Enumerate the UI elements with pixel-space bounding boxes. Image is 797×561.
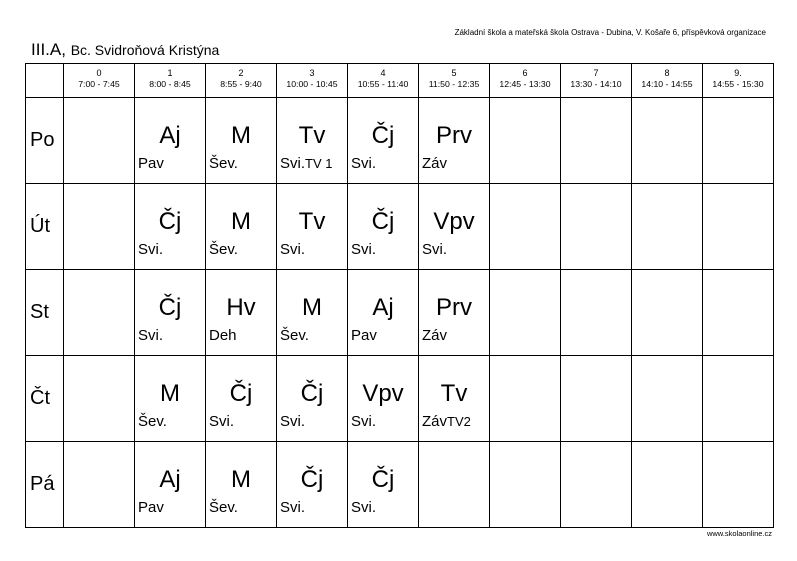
period-time: 10:00 - 10:45 <box>286 79 338 89</box>
school-name: Základní škola a mateřská škola Ostrava - Dubina, V. Košaře 6, příspěvková organizace <box>454 28 766 37</box>
lesson-cell <box>135 356 206 442</box>
lesson-teacher-line <box>209 155 238 172</box>
lesson-cell <box>206 184 277 270</box>
lesson-cell <box>277 184 348 270</box>
lesson-cell <box>135 442 206 528</box>
period-number: 9. <box>734 68 742 78</box>
lesson-group: TV2 <box>447 414 471 429</box>
lesson-subject: Čj <box>158 208 182 235</box>
empty-lesson-cell <box>632 98 703 184</box>
lesson-teacher-line <box>280 155 332 172</box>
lesson-teacher: Deh <box>209 327 237 344</box>
empty-lesson-cell <box>64 270 135 356</box>
lesson-teacher: Šev. <box>209 155 238 172</box>
lesson-teacher: Svi. <box>351 413 377 430</box>
class-name: III.A <box>31 40 62 59</box>
day-label: St <box>26 270 64 356</box>
lesson-cell <box>348 98 419 184</box>
lesson-subject: Tv <box>298 122 326 149</box>
lesson-subject: Aj <box>159 466 181 493</box>
day-label: Pá <box>26 442 64 528</box>
lesson-subject: Čj <box>371 122 395 149</box>
period-header <box>490 64 561 98</box>
lesson-teacher-line <box>422 327 447 344</box>
lesson-teacher: Šev. <box>280 327 309 344</box>
lesson-teacher-line <box>209 413 234 430</box>
lesson-teacher-line <box>209 327 237 344</box>
lesson-teacher-line <box>422 241 447 258</box>
footer-link[interactable]: www.skolaonline.cz <box>706 529 772 538</box>
period-header <box>703 64 774 98</box>
period-header <box>419 64 490 98</box>
lesson-subject: Vpv <box>362 380 404 407</box>
lesson-teacher: Svi. <box>351 155 377 172</box>
lesson-teacher: Svi. <box>280 241 306 258</box>
empty-lesson-cell <box>703 184 774 270</box>
lesson-cell <box>419 184 490 270</box>
period-number: 6 <box>522 68 528 78</box>
empty-lesson-cell <box>490 442 561 528</box>
lesson-teacher: Záv <box>422 327 448 344</box>
lesson-subject: M <box>160 380 180 407</box>
lesson-teacher-line <box>351 499 376 516</box>
lesson-teacher: Šev. <box>138 413 167 430</box>
empty-lesson-cell <box>64 442 135 528</box>
lesson-teacher-line <box>138 155 164 172</box>
period-number: 2 <box>238 68 244 78</box>
lesson-cell <box>348 356 419 442</box>
lesson-teacher: Šev. <box>209 241 238 258</box>
lesson-subject: Čj <box>371 466 395 493</box>
empty-lesson-cell <box>490 356 561 442</box>
period-time: 8:00 - 8:45 <box>149 79 191 89</box>
lesson-cell <box>206 356 277 442</box>
period-number: 8 <box>664 68 670 78</box>
period-header <box>632 64 703 98</box>
lesson-teacher-line <box>422 413 471 430</box>
lesson-teacher-line <box>351 327 377 344</box>
empty-lesson-cell <box>561 442 632 528</box>
lesson-cell <box>277 270 348 356</box>
lesson-subject: Vpv <box>433 208 475 235</box>
empty-lesson-cell <box>632 270 703 356</box>
lesson-cell <box>348 442 419 528</box>
empty-lesson-cell <box>561 184 632 270</box>
lesson-cell <box>206 98 277 184</box>
period-number: 5 <box>451 68 457 78</box>
corner-cell <box>26 64 64 98</box>
period-header <box>277 64 348 98</box>
lesson-teacher-line <box>280 499 305 516</box>
day-row <box>26 184 774 270</box>
lesson-teacher: Šev. <box>209 499 238 516</box>
empty-lesson-cell <box>632 356 703 442</box>
lesson-subject: Čj <box>158 294 182 321</box>
period-time: 12:45 - 13:30 <box>499 79 551 89</box>
empty-lesson-cell <box>419 442 490 528</box>
lesson-cell <box>277 98 348 184</box>
lesson-cell <box>277 356 348 442</box>
lesson-teacher: Záv <box>422 155 448 172</box>
period-number: 7 <box>593 68 599 78</box>
period-header <box>206 64 277 98</box>
lesson-cell <box>419 270 490 356</box>
lesson-teacher-line <box>138 413 167 430</box>
empty-lesson-cell <box>490 98 561 184</box>
empty-lesson-cell <box>490 184 561 270</box>
period-header-row <box>26 64 774 98</box>
lesson-subject: Tv <box>298 208 326 235</box>
lesson-cell <box>419 98 490 184</box>
lesson-teacher: Svi. <box>209 413 235 430</box>
lesson-teacher: Pav <box>138 499 164 516</box>
lesson-teacher-line <box>351 155 376 172</box>
period-number: 4 <box>380 68 386 78</box>
lesson-teacher: Svi. <box>351 499 377 516</box>
empty-lesson-cell <box>632 184 703 270</box>
lesson-cell <box>206 442 277 528</box>
lesson-subject: Tv <box>440 380 468 407</box>
empty-lesson-cell <box>561 356 632 442</box>
empty-lesson-cell <box>703 98 774 184</box>
lesson-cell <box>419 356 490 442</box>
lesson-teacher-line <box>138 499 164 516</box>
period-number: 1 <box>167 68 173 78</box>
lesson-teacher-line <box>138 241 163 258</box>
lesson-teacher: Svi. <box>280 413 306 430</box>
lesson-teacher: Pav <box>138 155 164 172</box>
period-number: 0 <box>96 68 102 78</box>
lesson-subject: Hv <box>226 294 256 321</box>
empty-lesson-cell <box>703 356 774 442</box>
lesson-teacher-line <box>280 327 309 344</box>
lesson-subject: Aj <box>159 122 181 149</box>
lesson-teacher-line <box>351 241 376 258</box>
lesson-teacher: Svi. <box>138 241 164 258</box>
period-time: 13:30 - 14:10 <box>570 79 622 89</box>
lesson-subject: Aj <box>372 294 394 321</box>
empty-lesson-cell <box>64 98 135 184</box>
lesson-teacher: Svi. <box>422 241 448 258</box>
empty-lesson-cell <box>703 270 774 356</box>
page-title: III.A, Bc. Svidroňová Kristýna <box>31 40 220 59</box>
lesson-cell <box>135 184 206 270</box>
class-teacher: Bc. Svidroňová Kristýna <box>70 42 220 58</box>
period-time: 10:55 - 11:40 <box>357 79 409 89</box>
lesson-cell <box>135 270 206 356</box>
lesson-teacher-line <box>351 413 376 430</box>
period-time: 11:50 - 12:35 <box>428 79 480 89</box>
lesson-teacher: Svi. <box>351 241 377 258</box>
lesson-subject: Čj <box>300 466 324 493</box>
day-label: Út <box>26 184 64 270</box>
lesson-teacher-line <box>280 241 305 258</box>
empty-lesson-cell <box>561 270 632 356</box>
period-header <box>135 64 206 98</box>
lesson-cell <box>277 442 348 528</box>
lesson-subject: Čj <box>300 380 324 407</box>
period-header <box>348 64 419 98</box>
lesson-subject: Prv <box>436 294 472 321</box>
period-time: 8:55 - 9:40 <box>220 79 262 89</box>
lesson-cell <box>348 270 419 356</box>
period-number: 3 <box>309 68 315 78</box>
lesson-teacher: Svi. <box>280 499 306 516</box>
day-label: Po <box>26 98 64 184</box>
empty-lesson-cell <box>64 356 135 442</box>
lesson-subject: Čj <box>371 208 395 235</box>
lesson-teacher: Záv <box>422 413 448 430</box>
day-row <box>26 442 774 528</box>
day-row <box>26 356 774 442</box>
lesson-cell <box>206 270 277 356</box>
lesson-teacher-line <box>280 413 305 430</box>
lesson-teacher: Svi. <box>138 327 164 344</box>
lesson-teacher-line <box>209 241 238 258</box>
lesson-cell <box>348 184 419 270</box>
lesson-teacher: Svi. <box>280 155 306 172</box>
empty-lesson-cell <box>490 270 561 356</box>
lesson-group: TV 1 <box>305 156 333 171</box>
lesson-teacher: Pav <box>351 327 377 344</box>
period-time: 14:10 - 14:55 <box>641 79 693 89</box>
lesson-subject: M <box>231 208 251 235</box>
lesson-subject: Prv <box>436 122 472 149</box>
lesson-subject: M <box>231 122 251 149</box>
period-header <box>64 64 135 98</box>
empty-lesson-cell <box>561 98 632 184</box>
day-label: Čt <box>26 356 64 442</box>
day-row <box>26 270 774 356</box>
period-time: 14:55 - 15:30 <box>712 79 764 89</box>
lesson-teacher-line <box>138 327 163 344</box>
empty-lesson-cell <box>703 442 774 528</box>
lesson-subject: M <box>231 466 251 493</box>
lesson-cell <box>135 98 206 184</box>
empty-lesson-cell <box>64 184 135 270</box>
timetable <box>25 63 774 528</box>
lesson-teacher-line <box>209 499 238 516</box>
empty-lesson-cell <box>632 442 703 528</box>
period-header <box>561 64 632 98</box>
day-row <box>26 98 774 184</box>
lesson-teacher-line <box>422 155 447 172</box>
lesson-subject: Čj <box>229 380 253 407</box>
period-time: 7:00 - 7:45 <box>78 79 120 89</box>
lesson-subject: M <box>302 294 322 321</box>
